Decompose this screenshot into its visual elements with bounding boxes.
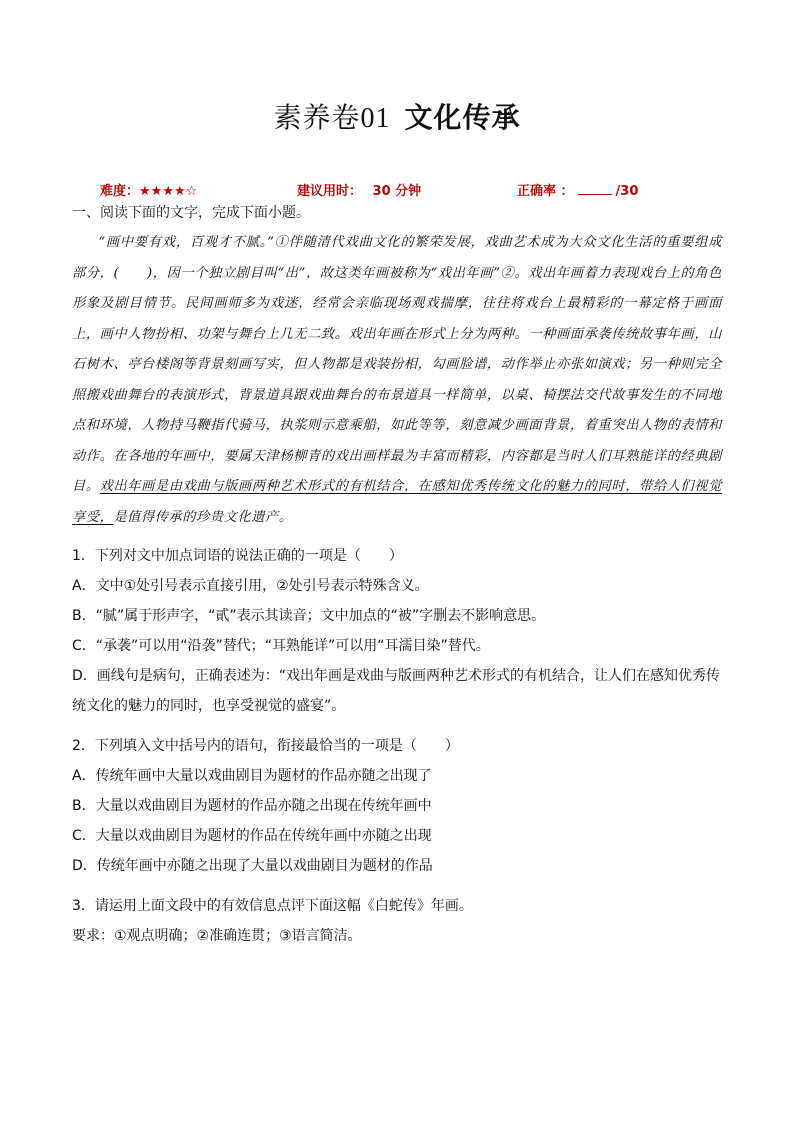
reading-passage <box>72 228 722 533</box>
score-blank[interactable] <box>578 181 612 195</box>
exam-meta <box>100 180 700 200</box>
question-1 <box>72 541 722 721</box>
question-2 <box>72 731 722 881</box>
option-c: C．“承袭”可以用“沿袭”替代；“耳熟能详”可以用“耳濡目染”替代。 <box>72 638 490 654</box>
title-name: 文化传承 <box>404 101 521 134</box>
requirements: 要求：①观点明确；②准确连贯；③语言简洁。 <box>72 928 362 944</box>
option-c: C．大量以戏曲剧目为题材的作品在传统年画中亦随之出现 <box>72 828 432 844</box>
page-title <box>0 96 794 136</box>
option-b: B．大量以戏曲剧目为题材的作品亦随之出现在传统年画中 <box>72 798 432 814</box>
option-d: D．传统年画中亦随之出现了大量以戏曲剧目为题材的作品 <box>72 858 433 874</box>
suggested-time <box>297 180 421 199</box>
passage-ending: 是值得传承的珍贵文化遗产。 <box>113 509 293 525</box>
option-b: B．“腻”属于形声字，“貳”表示其读音；文中加点的“被”字删去不影响意思。 <box>72 608 546 624</box>
accuracy <box>517 180 638 199</box>
difficulty-stars: ★★★★☆ <box>139 184 198 199</box>
section-heading: 一、阅读下面的文字，完成下面小题。 <box>72 205 310 221</box>
question-stem: 1．下列对文中加点词语的说法正确的一项是（ ） <box>72 548 403 564</box>
time-value: 30 分钟 <box>372 184 422 199</box>
option-d: D．画线句是病句，正确表述为：“戏出年画是戏曲与版画两种艺术形式的有机结合，让人们在感知优秀传统文化的魅力的同时，也享受视觉的盛宴”。 <box>72 668 721 714</box>
question-stem: 3．请运用上面文段中的有效信息点评下面这幅《白蛇传》年画。 <box>72 898 473 914</box>
passage-text: “画中要有戏，百观才不腻。”①伴随清代戏曲文化的繁荣发展，戏曲艺术成为大众文化生活的重要组成部分，( )，因一个独立剧目叫“出”，故这类年画被称为“戏出年画”②。戏出年画着力表现戏台上的角色形象及剧目情节。民间画师多为戏迷，经常会亲临现场观戏揣摩，往往将戏台上最精彩的一幕定格于画面上，画中人物扮相、功架与舞台上几无二致。戏出年画在形式上分为两种。一种画面承袭传统故事年画，山石树木、亭台楼阁等背景刻画写实，但人物都是戏装扮相，勾画脸谱，动作举止亦张如演戏；另一种则完全照搬戏曲舞台的表演形式，背景道具跟戏曲舞台的布景道具一样简单，以桌、椅摆法交代故事发生的不同地点和环境，人物持马鞭指代骑马，执浆则示意乘船，如此等等，刻意减少画面背景，着重突出人物的表情和动作。在各地的年画中，要属天津杨柳青的戏出画样最为丰富而精彩，内容都是当时人们耳熟能详的经典剧目。 <box>72 235 722 494</box>
question-stem: 2．下列填入文中括号内的语句，衔接最恰当的一项是（ ） <box>72 738 459 754</box>
question-3 <box>72 891 722 951</box>
difficulty <box>100 180 197 199</box>
score-total: /30 <box>615 184 639 199</box>
score-label: 正确率 ： <box>517 184 574 199</box>
difficulty-label: 难度： <box>100 184 140 199</box>
title-number: 01 <box>360 103 391 134</box>
underlined-sentence: 戏出年画是由戏曲与版画两种艺术形式的有机结合，在感知优秀传统文化的魅力的同时，带给人们视觉享受， <box>72 479 723 525</box>
option-a: A．文中①处引号表示直接引用，②处引号表示特殊含义。 <box>72 578 429 594</box>
option-a: A．传统年画中大量以戏曲剧目为题材的作品亦随之出现了 <box>72 768 432 784</box>
time-label: 建议用时： <box>297 184 363 199</box>
title-prefix: 素养卷 <box>273 101 361 134</box>
